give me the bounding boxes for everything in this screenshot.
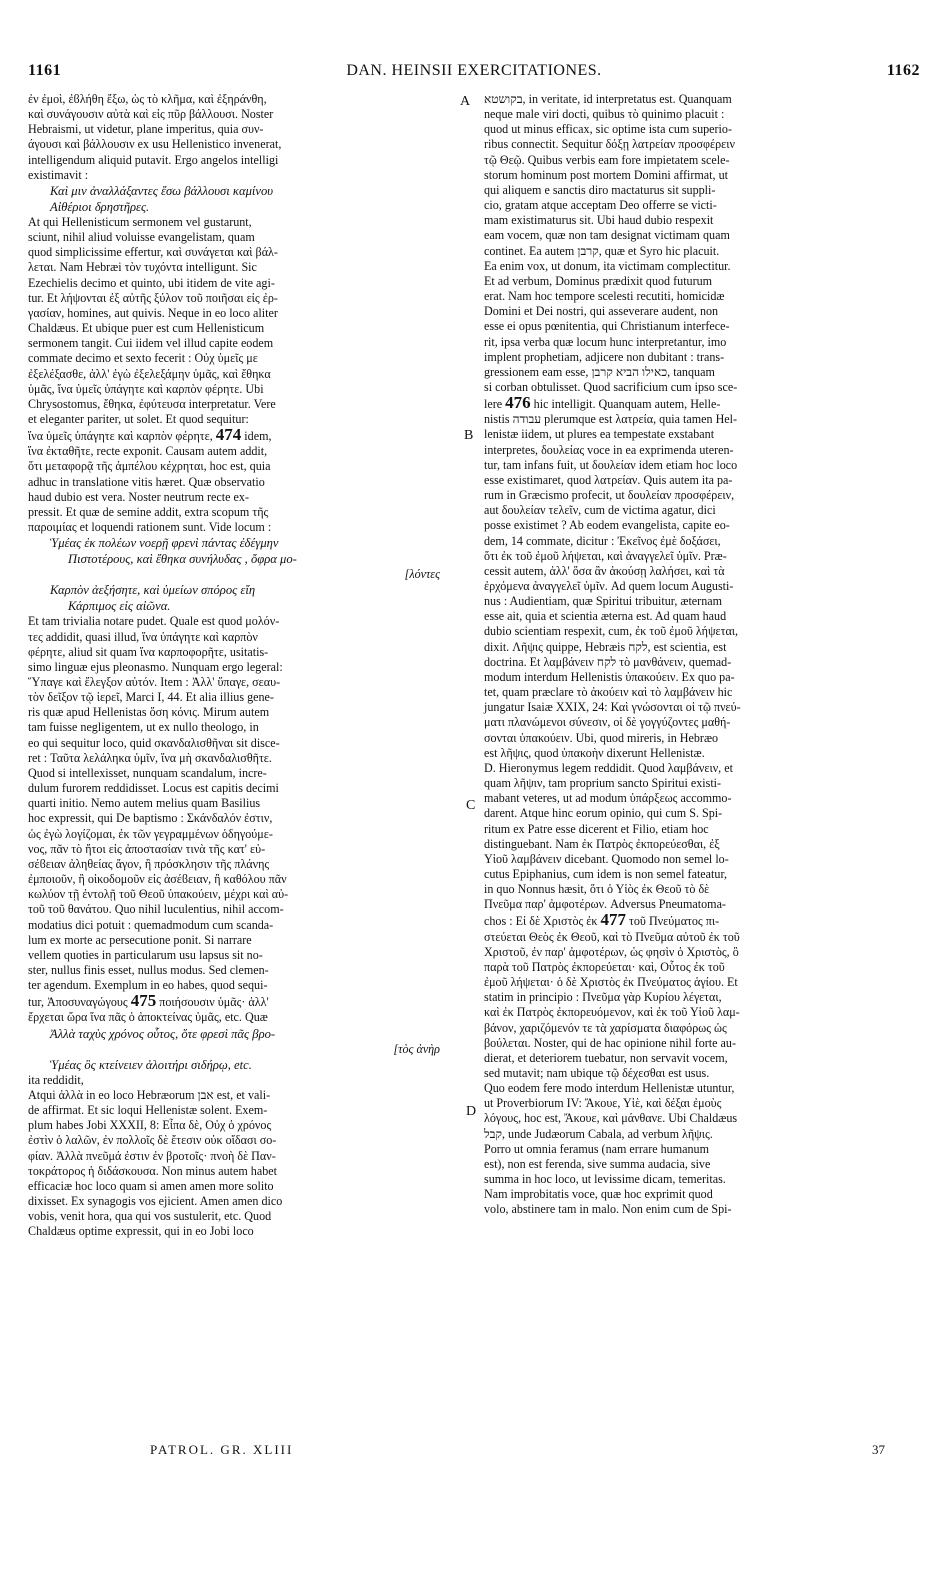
verse-line: Ὑμέας ἐκ πολέων νοερῇ φρενὶ πάντας ἐδέγμην <box>50 536 279 551</box>
text-line: ἵνα ἐκταθῆτε, recte exponit. Causam autem addit, <box>28 444 268 459</box>
text-line: intelligendum aliquid putavit. Ergo angelos intelligi <box>28 152 279 167</box>
text-line: ἐν ἐμοὶ, ἐϐλήθη ἔξω, ὡς τὸ κλῆμα, καὶ ἐξηράνθη, <box>28 92 267 106</box>
margin-letter-d: D <box>466 1104 477 1119</box>
column-number: 474 <box>215 425 242 445</box>
text-line: mam existimaturus sit. Ubi haud dubio respexit <box>484 213 714 228</box>
text-line: implent prophetiam, adjicere non dubitant : trans- <box>484 349 725 364</box>
text-line: et eleganter pariter, ut solet. Et quod sequitur: <box>28 411 249 426</box>
text-line: Domini et Dei nostri, qui asseverare audent, non <box>484 304 719 319</box>
text-line: quod ut minus efficax, sic optime ista cum superio- <box>484 122 732 137</box>
text-line: καὶ συνάγουσιν αὐτὰ καὶ εἰς πῦρ βάλλουσι. Noster <box>28 107 274 122</box>
text-line: lere 476 hic intelligit. Quanquam autem, Helle- <box>484 393 721 413</box>
text-line: nus : Audientiam, quæ Spiritui tribuitur, æternam <box>484 594 723 609</box>
text-line: tet, quam præclare τὸ ἀκούειν καὶ τὸ λαμβάνειν hic <box>484 685 733 700</box>
verse-line: Αἰθέριοι δρηστῆρες. <box>50 199 150 214</box>
text-line: in quo Nonnus hæsit, ὅτι ὁ Υἱὸς ἐκ Θεοῦ τὸ δὲ <box>484 882 710 897</box>
text-line: στεύεται Θεὸς ἐκ Θεοῦ, καὶ τὸ Πνεῦμα αὐτοῦ ἐκ τοῦ <box>484 929 740 944</box>
text-line: quarti initio. Nemo autem melius quam Basilius <box>28 796 261 811</box>
text-line: φέρητε, aliud sit quam ἵνα καρποφορῆτε, usitatis- <box>28 644 269 659</box>
text-line: storum hominum post mortem Domini affirmat, ut <box>484 167 728 182</box>
verse-line: Ἀλλὰ ταχὺς χρόνος οὗτος, ὅτε φρεσὶ πᾶς βρο- <box>50 1026 276 1041</box>
text-line: hoc expressit, qui De baptismo : Σκάνδαλόν ἐστιν, <box>28 811 273 826</box>
text-line: Χριστοῦ, ἐν παρ' ἀμφοτέρων, ὡς φησὶν ὁ Χριστὸς, ὃ <box>484 944 739 959</box>
text-line: τῷ Θεῷ. Quibus verbis eam fore impietatem scele- <box>484 152 730 167</box>
text-line: Porro ut omnia feramus (nam errare humanum <box>484 1141 710 1156</box>
text-line: mabant veteres, ut ad modum ὑπάρξεως accommo- <box>484 791 732 806</box>
verse-line: Κάρπιμος εἰς αἰῶνα. <box>68 599 171 614</box>
verse-line: Καρπὸν ἀεξήσητε, καὶ ὑμείων σπόρος εἴη <box>50 583 256 598</box>
text-line: dierat, et deteriorem tuebatur, non servavit vocem, <box>484 1050 728 1065</box>
text-line: esse ait, quia et scientia æterna est. Ad quam haud <box>484 609 727 624</box>
text-line: φίαν. Ἀλλὰ πνεῦμά ἐστιν ἐν βροτοῖς· πνοὴ δὲ Παν- <box>28 1148 276 1163</box>
text-line: sed mutavit; nam ubique τῷ δέχεσθαι est usus. <box>484 1066 710 1080</box>
text-line: jungatur Isaiæ XXIX, 24: Καὶ γνώσονται οἱ τῷ πνεύ- <box>484 700 741 715</box>
text-line: neque male viri docti, quibus τὸ quinimo placuit : <box>484 107 725 122</box>
text-line: παρὰ τοῦ Πατρὸς ἐκπορεύεται· καὶ, Οὗτος ἐκ τοῦ <box>484 959 725 974</box>
text-line: ἐστὶν ὁ λαλῶν, ἐν πολλοῖς δὲ ἔτεσιν οὐκ οἴδασι σο- <box>28 1133 277 1148</box>
text-line: Et ad verbum, Dominus prædixit quod futurum <box>484 273 713 288</box>
text-line: lum ex morte ac persecutione ponit. Si narrare <box>28 932 252 947</box>
text-line: Quod si intellexisset, nunquam scandalum, incre- <box>28 765 267 780</box>
text-line: Et tam trivialia notare pudet. Quale est quod μολόν- <box>28 614 280 629</box>
text-line: volo, abstinere tam in malo. Non enim cum de Spi- <box>484 1202 732 1217</box>
text-line: statim in principio : Πνεῦμα γὰρ Κυρίου λέγεται, <box>484 990 722 1005</box>
text-line: λεται. Nam Hebræi τὸν τυχόντα intelligunt. Sic <box>28 260 257 275</box>
text-line: dulum furorem reddidisset. Locus est capitis decimi <box>28 781 279 796</box>
text-line: plum habes Jobi XXXII, 8: Εἶπα δὲ, Οὐχ ὁ χρόνος <box>28 1118 272 1133</box>
text-line: dixisset. Ex synagogis vos ejicient. Amen amen dico <box>28 1194 283 1208</box>
text-line: esse ei opus pœnitentia, qui Christianum interfece- <box>484 319 730 334</box>
text-line: tur. Et λήψονται ἐξ αὐτῆς ξύλον τοῦ ποιῆσαι εἰς ἐρ- <box>28 290 278 305</box>
text-line: dubio scientiam respexit, cum, ἐκ τοῦ ἐμοῦ λήψεται, <box>484 624 739 639</box>
text-line: τὸν δεῖξον τῷ ἱερεῖ, Marci I, 44. Et alia illius gene- <box>28 690 274 705</box>
text-line: ματι πλανώμενοι σύνεσιν, οἱ δὲ γογγύζοντες μαθή- <box>484 715 731 730</box>
text-line: dem, 14 commate, dicitur : Ἐκεῖνος ἐμὲ δοξάσει, <box>484 533 721 548</box>
text-line: άγουσι καὶ βάλλουσιν ex usu Hellenistico invenerat, <box>28 137 282 152</box>
left-page-number: 1161 <box>28 62 62 79</box>
text-line: tur, tam infans fuit, ut δουλείαν idem etiam hoc loco <box>484 457 738 472</box>
column-number: 477 <box>600 910 626 930</box>
text-line: cutus Epiphanius, cum idem is non semel fateatur, <box>484 866 728 881</box>
text-line: σονται ὑπακούειν. Ubi, quod mireris, in Hebræo <box>484 730 719 745</box>
text-line: distinguebant. Nam ἐκ Πατρὸς ἐκπορεύεσθαι, ἐξ <box>484 836 720 851</box>
text-line: lenistæ iidem, ut plures ea tempestate exstabant <box>484 427 715 442</box>
text-line: γασίαν, homines, aut quivis. Neque in eo loco aliter <box>28 305 278 320</box>
text-line: Chrysostomus, ἔθηκα, ἐφύτευσα interpretatur. Vere <box>28 396 276 411</box>
verse-line: Ὑμέας ὃς κτείνειεν ἀλοιτήρι σιδήρῳ, etc. <box>50 1057 252 1072</box>
text-line: κωλύον τῇ ἐντολῇ τοῦ Θεοῦ ὑπακούειν, μέχρι καὶ αὐ- <box>28 887 289 902</box>
text-line: ἐμοῦ λήψεται· ὁ δὲ Χριστὸς ἐκ Πνεύματος ἁγίου. Et <box>484 975 738 990</box>
text-line: summa in hoc loco, ut levissime dicam, temeritas. <box>484 1172 726 1187</box>
text-line: cio, gratam atque acceptam Deo offerre se victi- <box>484 198 717 213</box>
text-line: ἔρχεται ὥρα ἵνα πᾶς ὁ ἀποκτείνας ὑμᾶς, etc. Quæ <box>28 1010 268 1025</box>
text-line: erat. Nam hoc tempore scelesti recutiti, homicidæ <box>484 289 725 304</box>
text-line: τοκράτορος ἡ διδάσκουσα. Non minus autem habet <box>28 1163 277 1178</box>
text-line: sermonem tangit. Cui iidem vel illud capite eodem <box>28 336 274 351</box>
text-line: At qui Hellenisticum sermonem vel gustarunt, <box>28 214 252 229</box>
text-line: νος, πᾶν τὸ ἤτοι εἰς ἀποστασίαν τινὰ τῆς κατ' εὐ- <box>28 841 266 856</box>
footer-signature: PATROL. GR. XLIII <box>150 1442 294 1457</box>
text-line: chos : Εἰ δὲ Χριστὸς ἐκ 477 τοῦ Πνεύματος πι- <box>484 910 720 930</box>
text-line: Ezechielis decimo et quinto, ubi itidem de vite agi- <box>28 275 275 290</box>
text-line: si corban obtulisset. Quod sacrificium cum ipso sce- <box>484 379 738 394</box>
text-line: existimavit : <box>28 167 89 182</box>
text-line: tur, Ἀποσυναγώγους 475 ποιήσουσιν ὑμᾶς· ἀλλ' <box>28 991 269 1011</box>
text-line: pressit. Et quæ de semine addit, extra scopum τῆς <box>28 504 269 519</box>
text-line: posse existimet ? Ab eodem evangelista, capite eo- <box>484 518 730 533</box>
text-line: ter agendum. Exemplum in eo habes, quod sequi- <box>28 978 268 993</box>
text-line: Nam improbitatis voce, quæ hoc exprimit quod <box>484 1187 713 1202</box>
text-line: ris quæ apud Hellenistas ὅση κόνις. Mirum autem <box>28 705 270 720</box>
text-line: quod simplicissime effertur, καὶ συνάγεται καὶ βάλ- <box>28 245 278 260</box>
text-line: Ὕπαγε καὶ ἔλεγξον αὐτόν. Item : Ἀλλ' ὕπαγε, σεαυ- <box>28 675 281 689</box>
text-line: βούλεται. Noster, qui de hac opinione nihil forte au- <box>484 1035 736 1050</box>
right-column <box>484 92 914 1218</box>
text-line: ὡς ἐγὼ λογίζομαι, ἐκ τῶν γεγραμμένων ὁδηγούμε- <box>28 826 273 841</box>
margin-letter-b: B <box>464 428 474 443</box>
running-title: DAN. HEINSII EXERCITATIONES. <box>346 62 602 79</box>
text-line: ritum ex Patre esse dicerent et Filio, etiam hoc <box>484 821 709 836</box>
text-line: λόγους, hoc est, Ἄκουε, καὶ μάνθανε. Ubi Chaldæus <box>484 1111 738 1126</box>
text-line: quam λῆψιν, tam proprium sancto Spiritui existi- <box>484 776 722 791</box>
text-line: Ea enim vox, ut donum, ita victimam complectitur. <box>484 258 731 273</box>
text-line: σέϐειαν ἀληθείας ἄγον, ἢ πρόσκλησιν τῆς πλάνης <box>28 856 270 871</box>
text-line: qui aliquem e sanctis diro mactaturus sit suppli- <box>484 182 716 197</box>
text-line: ὅτι ἐκ τοῦ ἐμοῦ λήψεται, καὶ ἀναγγελεῖ ὑμῖν. Præ- <box>484 548 727 563</box>
text-line: vobis, venit hora, qua qui vos sustulerit, etc. Quod <box>28 1209 272 1224</box>
text-line: ita reddidit, <box>28 1072 84 1087</box>
text-line: aut δουλείαν τελεῖν, cum de victima agatur, dici <box>484 503 716 518</box>
text-line: Atqui ἀλλὰ in eo loco Hebræorum אבן est, et vali- <box>28 1087 271 1102</box>
text-line: modum interdum Hellenistis ὑπακούειν. Ex quo pa- <box>484 669 735 684</box>
text-line: τες addidit, quasi illud, ἵνα ὑπάγητε καὶ καρπὸν <box>28 629 258 644</box>
text-line: tam fuisse negligentem, ut ex nullo theologo, in <box>28 720 259 735</box>
text-line: Πνεῦμα παρ' ἀμφοτέρων. Adversus Pneumatoma- <box>484 897 726 912</box>
text-line: Υἱοῦ λαμβάνειν dicebant. Quomodo non semel lo- <box>484 851 729 866</box>
text-line: βάνον, χαριζόμενόν τε τὰ χαρίσματα διαφόρως ὡς <box>484 1020 727 1035</box>
text-line: Chaldæus optime expressit, qui in eo Jobi loco <box>28 1224 254 1239</box>
verse-line: Καὶ μιν ἀναλλάξαντες ἔσω βάλλουσι καμίνου <box>50 183 274 198</box>
text-line: est), non est ferenda, sive summa audacia, sive <box>484 1156 711 1171</box>
text-line: καὶ ἐκ Πατρὸς ἐκπορευόμενον, καὶ ἐκ τοῦ Υἱοῦ λαμ- <box>484 1005 740 1020</box>
text-line: D. Hieronymus legem reddidit. Quod λαμβάνειν, et <box>484 760 733 775</box>
text-line: παροιμίας et loquendi rationem sunt. Vide locum : <box>28 520 272 535</box>
text-line: ἐμποιοῦν, ἢ οἰκοδομοῦν εἰς ἀσέϐειαν, ἢ καθόλου πᾶν <box>28 872 287 887</box>
text-line: ut Proverbiorum IV: Ἄκουε, Υἱὲ, καὶ δέξαι ἐμοὺς <box>484 1096 722 1111</box>
text-line: interpretes, δουλείας voce in ea exprimenda uteren- <box>484 442 734 457</box>
text-line: doctrina. Et λαμβάνειν לקח τὸ μανθάνειν, quemad- <box>484 654 732 669</box>
text-line: קבל, unde Judæorum Cabala, ad verbum λῆψις. <box>484 1126 713 1141</box>
verse-line: Πιστοτέρους, καὶ ἔθηκα συνήλυδας , ὄφρα μο- <box>68 552 297 567</box>
text-line: ἐρχόμενα ἀναγγελεῖ ὑμῖν. Ad quem locum Augusti- <box>484 579 734 593</box>
text-line: continet. Ea autem קרבן, quæ et Syro hic placuit. <box>484 243 720 258</box>
text-line: haud dubio est vera. Noster neutrum recte ex- <box>28 489 249 504</box>
text-line: Chaldæus. Et ubique puer est cum Hellenisticum <box>28 321 265 336</box>
text-line: rit, ipsa verba quæ locum hunc interpretantur, imo <box>484 334 727 349</box>
text-line: τοῦ τοῦ θανάτου. Quo nihil luculentius, nihil accom- <box>28 902 284 917</box>
text-line: ὑμᾶς, ἵνα ὑμεῖς ὑπάγητε καὶ καρπὸν φέρητε. Ubi <box>28 381 264 396</box>
verse-line: [λόντες <box>404 567 440 582</box>
column-number: 475 <box>130 991 157 1011</box>
text-line: Hebraismi, ut videtur, plane imperitus, quia συν- <box>28 122 264 137</box>
text-line: sciunt, nihil aliud voluisse evangelistam, quam <box>28 230 255 245</box>
margin-letter-a: A <box>460 94 471 109</box>
text-line: Quo eodem fere modo interdum Hellenistæ utuntur, <box>484 1081 735 1096</box>
text-line: dixit. Λῆψις quippe, Hebræis לקח, est scientia, est <box>484 639 727 654</box>
column-number: 476 <box>505 393 531 413</box>
text-line: simo linguæ ejus pleonasmo. Nunquam ergo legeral: <box>28 659 283 674</box>
text-line: darent. Atque hinc eorum opinio, qui cum S. Spi- <box>484 806 723 821</box>
running-header <box>28 62 920 84</box>
text-line: rum in Græcismo profecit, ut δουλείαν προσφέρειν, <box>484 488 735 503</box>
text-line: ster, nullus finis esset, nullus modus. Sed clemen- <box>28 962 269 977</box>
verse-line: [τὸς ἀνὴρ <box>393 1041 440 1056</box>
text-line: de affirmat. Et sic loqui Hellenistæ solent. Exem- <box>28 1103 268 1118</box>
margin-letter-c: C <box>466 798 476 813</box>
left-column <box>28 92 448 1239</box>
footer-sheet-number: 37 <box>872 1442 885 1457</box>
text-line: ἐξελέξασθε, ἀλλ' ἐγὼ ἐξελεξάμην ὑμᾶς, καὶ ἔθηκα <box>28 366 271 381</box>
text-line: ret : Ταῦτα λελάληκα ὑμῖν, ἵνα μὴ σκανδαλισθῆτε. <box>28 750 272 765</box>
text-line: gressionem eam esse, כאילו הביא קרבן, tanquam <box>484 364 715 379</box>
text-line: adhuc in translatione vitis hæret. Quæ observatio <box>28 474 265 489</box>
text-line: בקושטא, in veritate, id interpretatus est. Quanquam <box>484 92 732 106</box>
text-line: vellem quoties in particularum usu lapsus sit no- <box>28 947 263 962</box>
text-line: cessit autem, ἀλλ' ὅσα ἂν ἀκούσῃ λαλήσει, καὶ τὰ <box>484 563 725 578</box>
text-line: esse existimaret, quod λατρείαν. Quis autem ita pa- <box>484 472 733 487</box>
text-line: eam vocem, quæ non tam designat victimam quam <box>484 228 730 243</box>
text-line: ribus connectit. Sequitur δόξῃ λατρείαν προσφέρειν <box>484 137 735 152</box>
text-line: eo qui sequitur loco, quid σκανδαλισθῆναι sit disce- <box>28 735 280 750</box>
right-page-number: 1162 <box>886 62 920 79</box>
text-line: nistis עבודה plerumque est λατρεία, quia tamen Hel- <box>484 412 738 427</box>
text-line: modatius dici potuit : quemadmodum cum scanda- <box>28 917 274 932</box>
text-line: ἵνα ὑμεῖς ὑπάγητε καὶ καρπὸν φέρητε, 474 idem, <box>28 425 272 445</box>
text-line: est λῆψις, quod ὑπακοὴν dixerunt Hellenistæ. <box>484 745 705 760</box>
text-line: commate decimo et sexto fecerit : Οὐχ ὑμεῖς με <box>28 351 258 366</box>
text-line: efficaciæ hoc loco quam si amen amen more solito <box>28 1178 274 1193</box>
text-line: ὅτι μεταφορᾷ τῆς ἀμπέλου κέχρηται, hoc est, quia <box>28 459 271 474</box>
